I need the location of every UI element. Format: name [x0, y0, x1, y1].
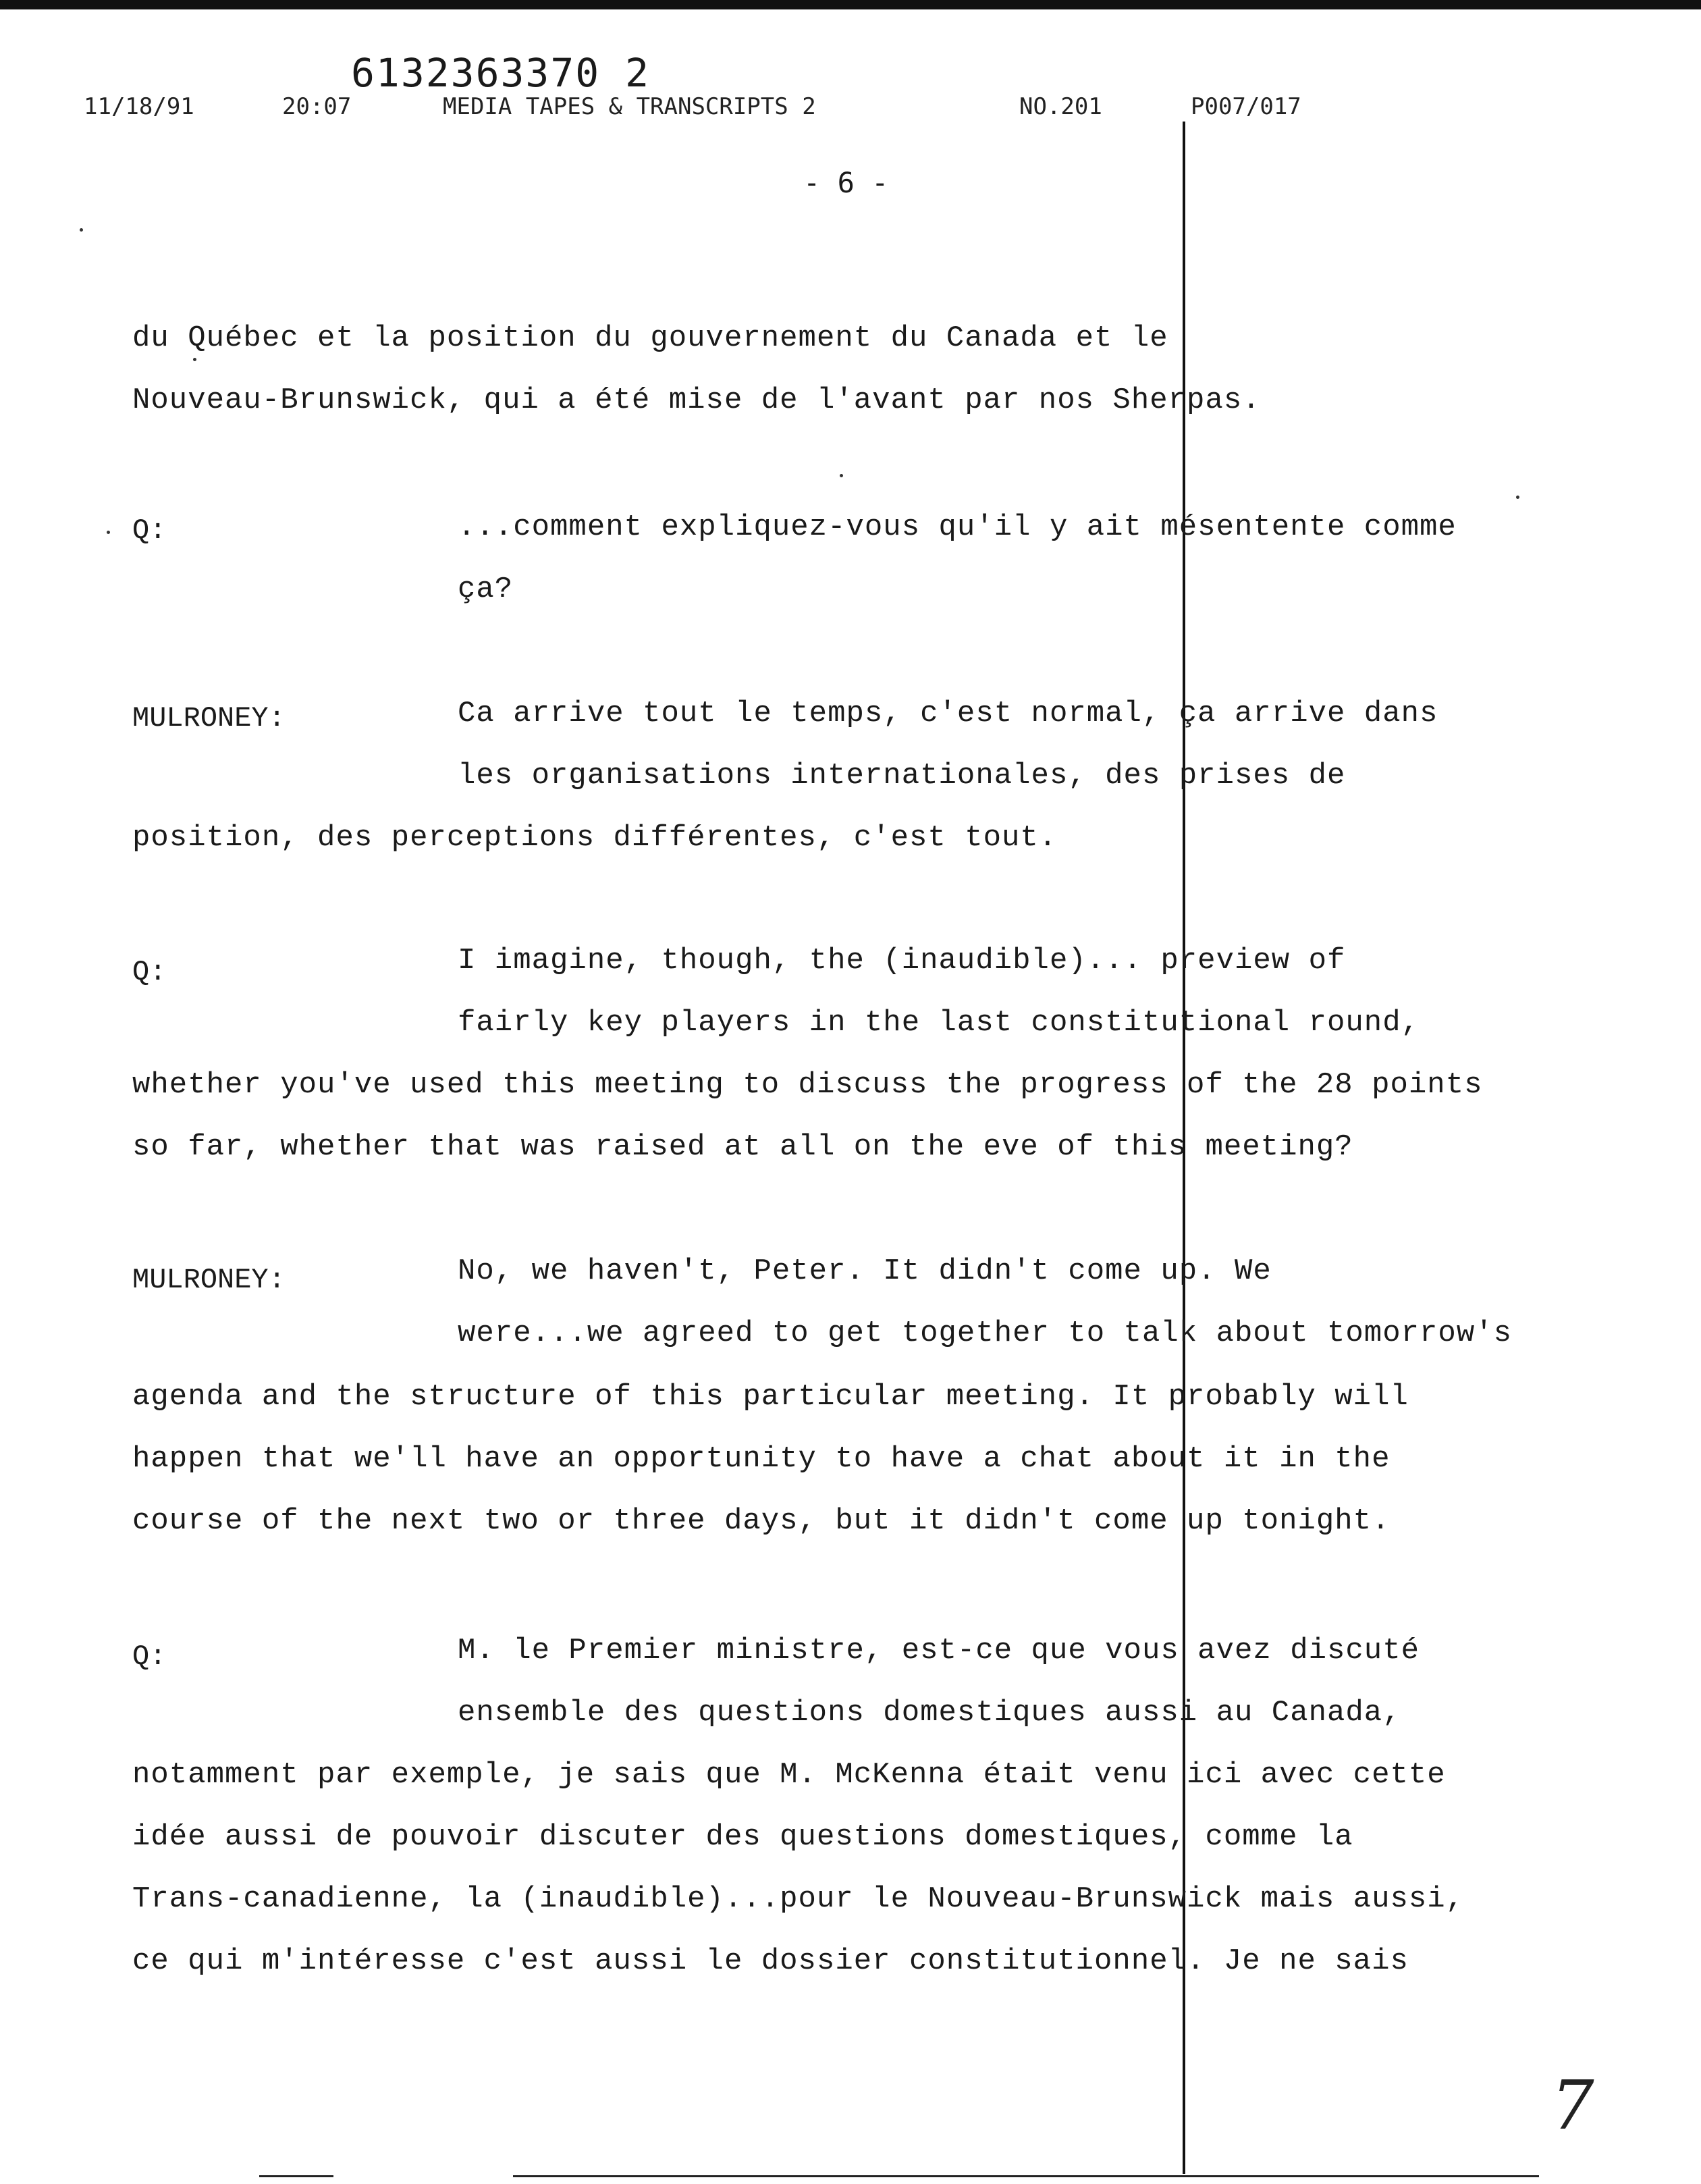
- utterance-line: No, we haven't, Peter. It didn't come up. We: [458, 1254, 1272, 1288]
- fax-top-border: [0, 0, 1701, 9]
- fax-page-ref: P007/017: [1191, 93, 1301, 120]
- utterance-line: course of the next two or three days, but it didn't come up tonight.: [132, 1504, 1390, 1538]
- continuation-line: du Québec et la position du gouvernement du Canada et le: [132, 321, 1168, 355]
- scan-speck: [193, 358, 196, 361]
- speaker-label: MULRONEY:: [132, 1264, 286, 1296]
- speaker-label: MULRONEY:: [132, 702, 286, 735]
- scan-speck: [840, 474, 843, 477]
- fax-phone-number: 6132363370 2: [351, 50, 651, 96]
- utterance-line: ce qui m'intéresse c'est aussi le dossier constitutionnel. Je ne sais: [132, 1944, 1409, 1978]
- bottom-rule-left: [259, 2175, 333, 2177]
- page-number: - 6 -: [803, 166, 889, 199]
- utterance-line: idée aussi de pouvoir discuter des questions domestiques, comme la: [132, 1820, 1353, 1854]
- bottom-rule-right: [513, 2175, 1539, 2177]
- speaker-label: Q:: [132, 514, 167, 547]
- utterance-line: ça?: [458, 572, 514, 606]
- fax-sender: MEDIA TAPES & TRANSCRIPTS 2: [443, 93, 816, 120]
- utterance-line: position, des perceptions différentes, c'est tout.: [132, 821, 1058, 855]
- fax-time: 20:07: [282, 93, 352, 120]
- utterance-line: Ca arrive tout le temps, c'est normal, ça arrive dans: [458, 697, 1438, 730]
- utterance-line: happen that we'll have an opportunity to have a chat about it in the: [132, 1442, 1390, 1476]
- utterance-line: ensemble des questions domestiques aussi au Canada,: [458, 1696, 1401, 1730]
- continuation-line: Nouveau-Brunswick, qui a été mise de l'avant par nos Sherpas.: [132, 383, 1261, 417]
- utterance-line: whether you've used this meeting to discuss the progress of the 28 points: [132, 1068, 1483, 1102]
- utterance-line: were...we agreed to get together to talk about tomorrow's: [458, 1316, 1513, 1350]
- scan-speck: [107, 531, 110, 534]
- utterance-line: Trans-canadienne, la (inaudible)...pour le Nouveau-Brunswick mais aussi,: [132, 1882, 1465, 1916]
- utterance-line: M. le Premier ministre, est-ce que vous avez discuté: [458, 1634, 1420, 1668]
- speaker-label: Q:: [132, 956, 167, 988]
- utterance-line: les organisations internationales, des prises de: [458, 759, 1346, 793]
- utterance-line: notamment par exemple, je sais que M. McKenna était venu ici avec cette: [132, 1758, 1446, 1792]
- handwritten-page-mark: 7: [1551, 2066, 1594, 2145]
- utterance-line: fairly key players in the last constitutional round,: [458, 1006, 1420, 1040]
- utterance-line: agenda and the structure of this particular meeting. It probably will: [132, 1380, 1409, 1414]
- fax-job-number: NO.201: [1019, 93, 1102, 120]
- fax-date: 11/18/91: [84, 93, 194, 120]
- speaker-label: Q:: [132, 1641, 167, 1673]
- scan-speck: [80, 228, 83, 232]
- utterance-line: ...comment expliquez-vous qu'il y ait mésentente comme: [458, 510, 1457, 544]
- utterance-line: so far, whether that was raised at all on the eve of this meeting?: [132, 1130, 1353, 1164]
- scan-speck: [1516, 496, 1519, 499]
- utterance-line: I imagine, though, the (inaudible)... preview of: [458, 944, 1346, 978]
